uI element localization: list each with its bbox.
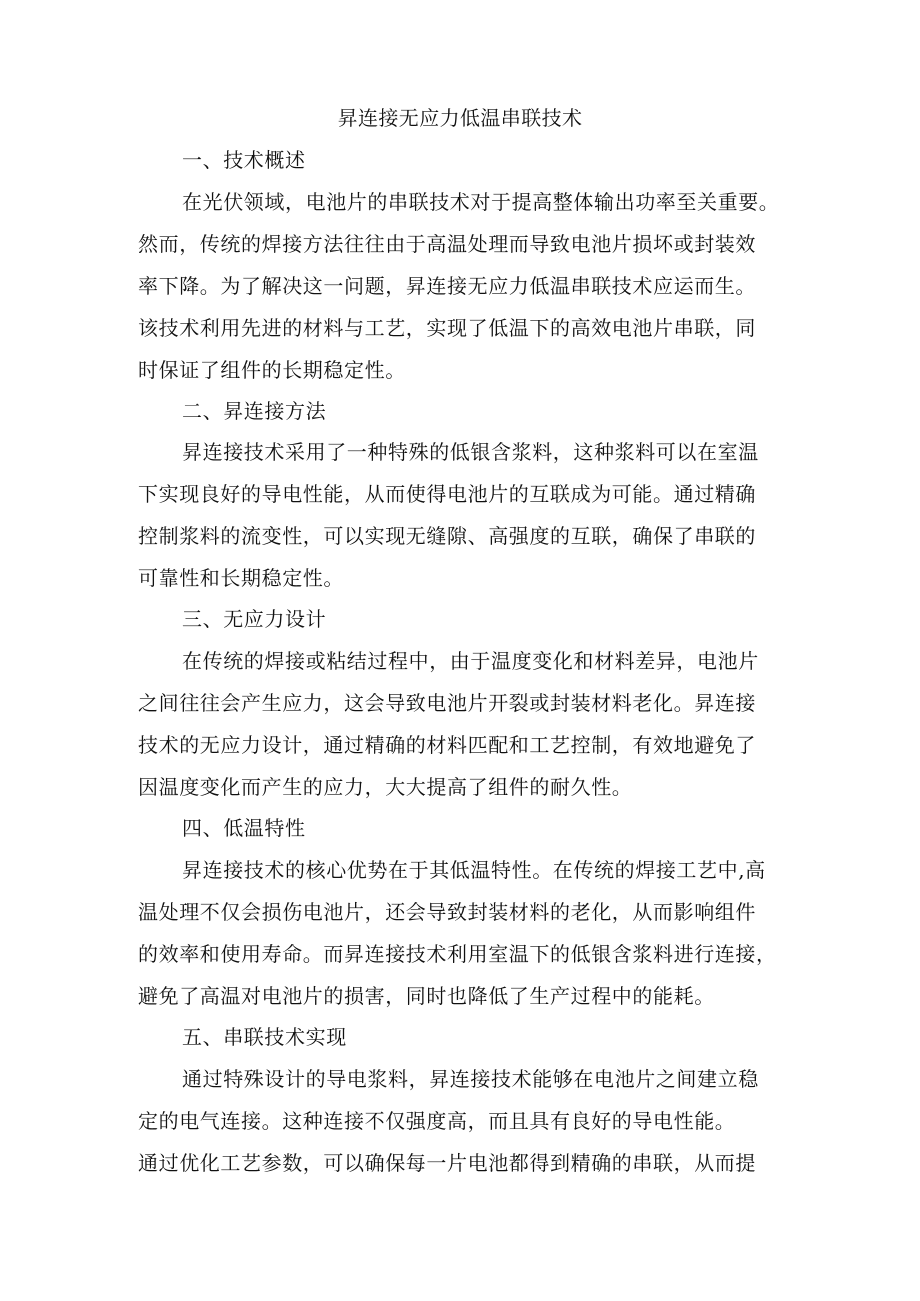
- paragraph-line: 昇连接技术采用了一种特殊的低银含浆料，这种浆料可以在室温: [182, 440, 759, 464]
- paragraph-line: 技术的无应力设计，通过精确的材料匹配和工艺控制，有效地避免了: [138, 733, 756, 757]
- paragraph-line: 时保证了组件的长期稳定性。: [138, 358, 406, 382]
- paragraph-line: 因温度变化而产生的应力，大大提高了组件的耐久性。: [138, 775, 633, 799]
- paragraph-line: 该技术利用先进的材料与工艺，实现了低温下的高效电池片串联，同: [138, 316, 756, 340]
- paragraph-line: 的效率和使用寿命。而昇连接技术利用室温下的低银含浆料进行连接，: [138, 942, 777, 966]
- section-heading-low-temp: 四、低温特性: [182, 816, 306, 840]
- paragraph-line: 率下降。为了解决这一问题，昇连接无应力低温串联技术应运而生。: [138, 274, 756, 298]
- section-heading-overview: 一、技术概述: [182, 148, 306, 172]
- section-heading-stress-free: 三、无应力设计: [182, 607, 327, 631]
- paragraph-line: 控制浆料的流变性，可以实现无缝隙、高强度的互联，确保了串联的: [138, 524, 756, 548]
- paragraph-line: 通过特殊设计的导电浆料，昇连接技术能够在电池片之间建立稳: [182, 1067, 759, 1091]
- paragraph-line: 通过优化工艺参数，可以确保每一片电池都得到精确的串联，从而提: [138, 1151, 756, 1175]
- paragraph-line: 温处理不仅会损伤电池片，还会导致封装材料的老化，从而影响组件: [138, 900, 756, 924]
- section-heading-method: 二、昇连接方法: [182, 399, 327, 423]
- paragraph-line: 避免了高温对电池片的损害，同时也降低了生产过程中的能耗。: [138, 984, 715, 1008]
- paragraph-line: 定的电气连接。这种连接不仅强度高，而且具有良好的导电性能。: [138, 1109, 736, 1133]
- paragraph-line: 昇连接技术的核心优势在于其低温特性。在传统的焊接工艺中,高: [182, 858, 766, 882]
- page-title: 昇连接无应力低温串联技术: [337, 106, 583, 130]
- paragraph-line: 之间往往会产生应力，这会导致电池片开裂或封装材料老化。昇连接: [138, 691, 756, 715]
- paragraph-line: 在光伏领域，电池片的串联技术对于提高整体输出功率至关重要。: [182, 190, 780, 214]
- paragraph-line: 在传统的焊接或粘结过程中，由于温度变化和材料差异，电池片: [182, 649, 759, 673]
- paragraph-line: 可靠性和长期稳定性。: [138, 566, 344, 590]
- paragraph-line: 然而，传统的焊接方法往往由于高温处理而导致电池片损坏或封装效: [138, 232, 756, 256]
- paragraph-line: 下实现良好的导电性能，从而使得电池片的互联成为可能。通过精确: [138, 482, 756, 506]
- section-heading-series: 五、串联技术实现: [182, 1025, 347, 1049]
